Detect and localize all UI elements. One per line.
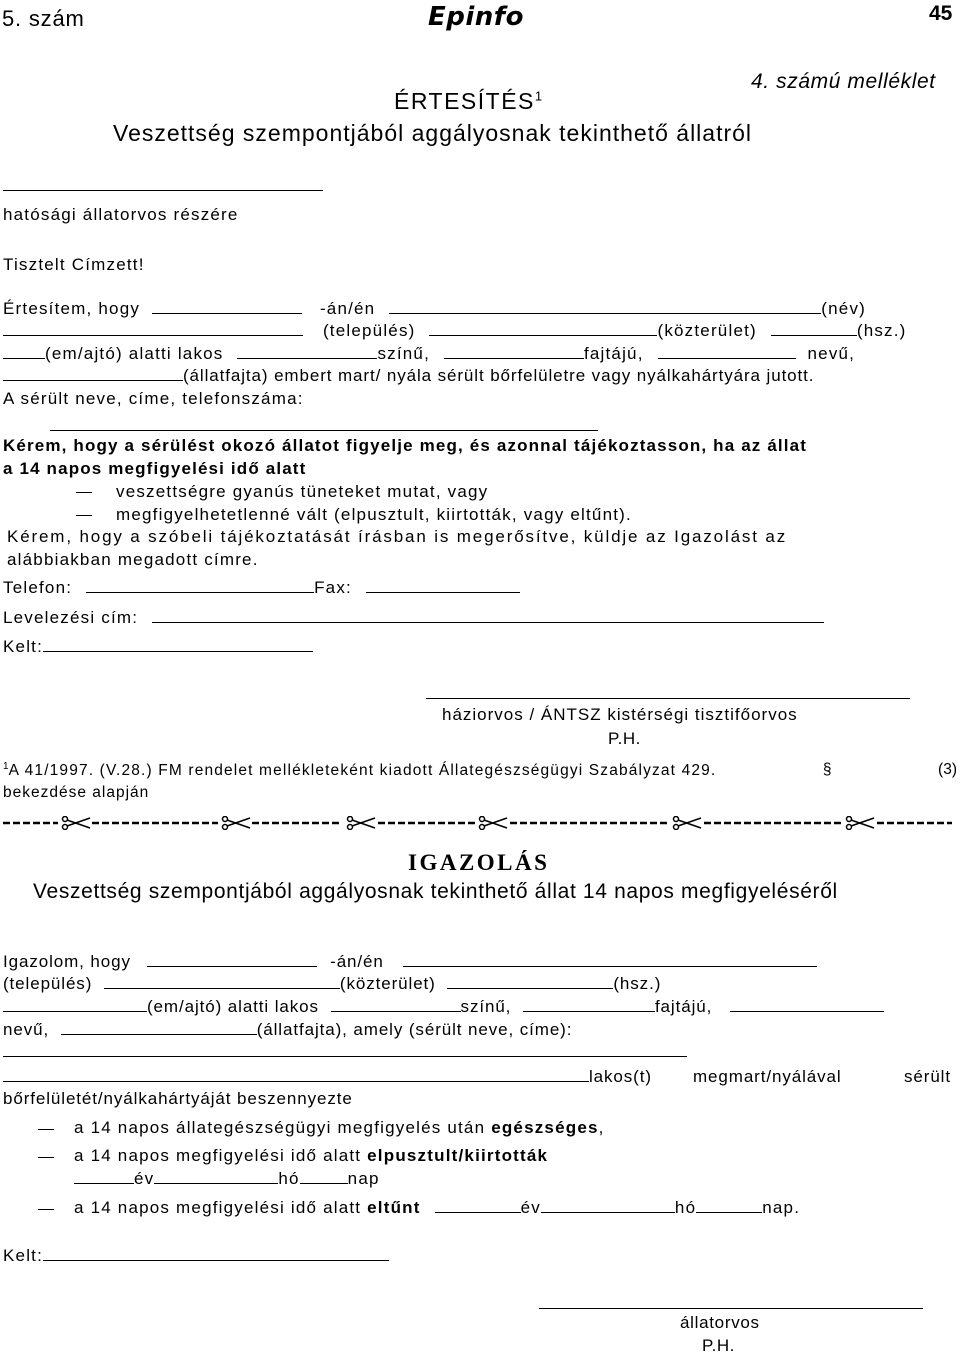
bullet-dash (76, 492, 92, 493)
cert-color-field[interactable] (331, 997, 461, 1012)
bullet-dash (38, 1157, 54, 1158)
death-month-label: hó (278, 1169, 300, 1188)
notice-line-5: A sérült neve, címe, telefonszáma: (3, 389, 304, 408)
notice-line-4 (3, 366, 814, 386)
paragraph-line-2: alábbiakban megadott címre. (7, 550, 259, 569)
certificate-title: IGAZOLÁS (408, 850, 550, 875)
color-label: színű, (377, 344, 431, 363)
cert-date-field[interactable] (147, 952, 317, 967)
cert-line-7: bőrfelületét/nyálkahártyáját beszennyezte (3, 1089, 353, 1108)
cert-line-2 (3, 974, 661, 994)
notice-signature-line[interactable] (426, 684, 910, 699)
cert-bullet-1-text: a 14 napos állategészségügyi megfigyelés után (74, 1118, 486, 1137)
address-label: Levelezési cím: (3, 608, 139, 627)
name-label: (név) (821, 299, 867, 318)
cert-date-suffix: -án/én (330, 952, 384, 971)
cert-street-label: (közterület) (339, 974, 436, 993)
death-day-label: nap (347, 1169, 380, 1188)
cert-bullet-1 (74, 1118, 605, 1138)
color-field[interactable] (237, 344, 377, 359)
notice-date-label: Kelt: (3, 637, 44, 656)
death-year-label: év (134, 1169, 155, 1188)
footnote-number: 1 (3, 761, 9, 772)
cert-house-number-label: (hsz.) (613, 974, 662, 993)
cert-name-label: nevű, (3, 1020, 50, 1039)
lost-day-label: nap. (762, 1198, 801, 1217)
salutation: Tisztelt Címzett! (3, 255, 145, 274)
footnote-section-symbol: § (822, 761, 832, 778)
bullet-dash (76, 515, 92, 516)
cert-bullet-1-bold: egészséges (491, 1118, 599, 1137)
request-bold-2: a 14 napos megfigyelési idő alatt (3, 459, 307, 478)
cert-line-6 (3, 1067, 957, 1087)
date-field[interactable] (152, 299, 302, 314)
settlement-field[interactable] (3, 321, 303, 336)
cert-bullet-2-text: a 14 napos megfigyelési idő alatt (74, 1146, 362, 1165)
notice-signer: háziorvos / ÁNTSZ kistérségi tisztifőorvos (442, 705, 798, 724)
animal-name-field[interactable] (658, 344, 796, 359)
footnote-text (3, 761, 716, 780)
notice-line-2 (3, 321, 907, 341)
death-day-field[interactable] (300, 1169, 348, 1184)
notice-subtitle: Veszettség szempontjából aggályosnak tekinthető állatról (113, 120, 753, 146)
cert-date-label: Kelt: (3, 1246, 44, 1265)
street-field[interactable] (429, 321, 657, 336)
certificate-subtitle: Veszettség szempontjából aggályosnak tekinthető állat 14 napos megfigyeléséről (33, 880, 838, 903)
annex-label: 4. számú melléklet (751, 70, 936, 93)
cert-floor-door-label: (em/ajtó) alatti lakos (147, 997, 319, 1016)
phone-label: Telefon: (3, 578, 73, 597)
phone-fax-line (3, 578, 520, 598)
cert-injured-label: sérült (904, 1067, 951, 1086)
cert-street-field[interactable] (104, 974, 340, 989)
cert-line-4 (3, 1020, 572, 1040)
cert-signature-line[interactable] (539, 1294, 923, 1309)
footnote-body: A 41/1997. (V.28.) FM rendelet mellékleteként kiadott Állategészségügyi Szabályzat 429. (8, 762, 717, 780)
cert-bullet-3 (74, 1198, 800, 1218)
floor-door-label: (em/ajtó) alatti lakos (45, 344, 224, 363)
house-number-label: (hsz.) (856, 321, 907, 340)
notice-line-1 (3, 299, 866, 319)
fax-label: Fax: (314, 578, 352, 597)
cert-bullet-2 (74, 1146, 548, 1166)
cert-color-label: színű, (460, 997, 512, 1016)
recipient-blank[interactable] (3, 176, 323, 191)
footnote-ref: 1 (534, 88, 544, 104)
cert-injured-field[interactable] (3, 1042, 687, 1057)
cert-house-number-field[interactable] (447, 974, 613, 989)
notice-date-field[interactable] (43, 637, 313, 652)
lost-year-label: év (520, 1198, 541, 1217)
paragraph-line-1: Kérem, hogy a szóbeli tájékoztatását írásban is megerősítve, küldje az Igazolást az (7, 527, 788, 546)
cert-date-sign-field[interactable] (43, 1246, 389, 1261)
cert-bitten-label: megmart/nyálával (693, 1067, 842, 1086)
issue-number: 5. szám (2, 6, 85, 31)
lost-month-label: hó (674, 1198, 697, 1217)
notice-date-line (3, 637, 313, 657)
notice-l1-date-suffix: -án/én (319, 299, 376, 318)
breed-field[interactable] (444, 344, 584, 359)
death-year-field[interactable] (74, 1169, 134, 1184)
address-field[interactable] (152, 608, 824, 623)
floor-door-field[interactable] (3, 344, 45, 359)
cert-animal-name-field[interactable] (730, 997, 884, 1012)
footnote-line-2: bekezdése alapján (3, 784, 150, 801)
cert-species-field[interactable] (61, 1020, 257, 1035)
cert-species-label: (állatfajta), amely (sérült neve, címe): (256, 1020, 573, 1039)
cert-line-1 (3, 952, 817, 972)
bullet-2: megfigyelhetetlenné vált (elpusztult, kiirtották, vagy eltűnt). (116, 505, 632, 524)
cert-breed-label: fajtájú, (654, 997, 713, 1016)
notice-stamp: P.H. (608, 729, 641, 748)
cert-name-field[interactable] (403, 952, 817, 967)
recipient-label: hatósági állatorvos részére (3, 205, 239, 224)
cert-breed-field[interactable] (523, 997, 655, 1012)
bullet-dash (38, 1209, 54, 1210)
footnote-paragraph: (3) (938, 761, 957, 778)
notice-l1-text: Értesítem, hogy (3, 299, 141, 318)
cert-settlement-label: (település) (3, 974, 93, 993)
cert-bullet-3-bold: eltűnt (367, 1198, 421, 1217)
cert-date-line (3, 1246, 389, 1266)
death-month-field[interactable] (154, 1169, 278, 1184)
species-field[interactable] (3, 366, 183, 381)
cert-floor-door-field[interactable] (3, 997, 147, 1012)
bullet-1: veszettségre gyanús tüneteket mutat, vagy (116, 482, 489, 501)
page-number: 45 (929, 2, 953, 25)
cert-signer: állatorvos (680, 1313, 760, 1332)
phone-field[interactable] (86, 578, 314, 593)
footnote-line-1 (3, 761, 957, 780)
fax-field[interactable] (366, 578, 520, 593)
cert-resident-label: lakos(t) (589, 1067, 652, 1086)
species-label: (állatfajta) embert mart/ nyála sérült bőrfelületre vagy nyálkahártyára jutott. (183, 366, 815, 385)
cert-line-3 (3, 997, 884, 1017)
house-number-field[interactable] (771, 321, 857, 336)
notice-title (394, 88, 544, 115)
epinfo-logo: Epinfo (428, 2, 524, 32)
cert-bullet-3-text: a 14 napos megfigyelési idő alatt (74, 1198, 362, 1217)
request-bold-1: Kérem, hogy a sérülést okozó állatot figyelje meg, és azonnal tájékoztasson, ha az állat (3, 436, 808, 455)
lost-year-field[interactable] (435, 1198, 521, 1213)
street-label: (közterület) (657, 321, 757, 340)
breed-label: fajtájú, (583, 344, 644, 363)
cut-line (0, 816, 960, 830)
animal-name-label: nevű, (807, 344, 856, 363)
cert-bullet-1-comma: , (598, 1118, 605, 1137)
cert-l1-text: Igazolom, hogy (3, 952, 131, 971)
address-line (3, 608, 824, 628)
lost-day-field[interactable] (696, 1198, 762, 1213)
cert-bullet-2-bold: elpusztult/kiirtották (367, 1146, 549, 1165)
cert-bullet-2-date (74, 1169, 380, 1189)
injured-details-field[interactable] (50, 416, 598, 431)
cert-injured-field-2[interactable] (3, 1067, 589, 1082)
notice-line-3 (3, 344, 855, 364)
cert-stamp: P.H. (702, 1336, 735, 1355)
name-field[interactable] (389, 299, 821, 314)
lost-month-field[interactable] (541, 1198, 675, 1213)
notice-title-text: ÉRTESÍTÉS (394, 88, 535, 114)
bullet-dash (38, 1129, 54, 1130)
settlement-label: (település) (322, 321, 416, 340)
